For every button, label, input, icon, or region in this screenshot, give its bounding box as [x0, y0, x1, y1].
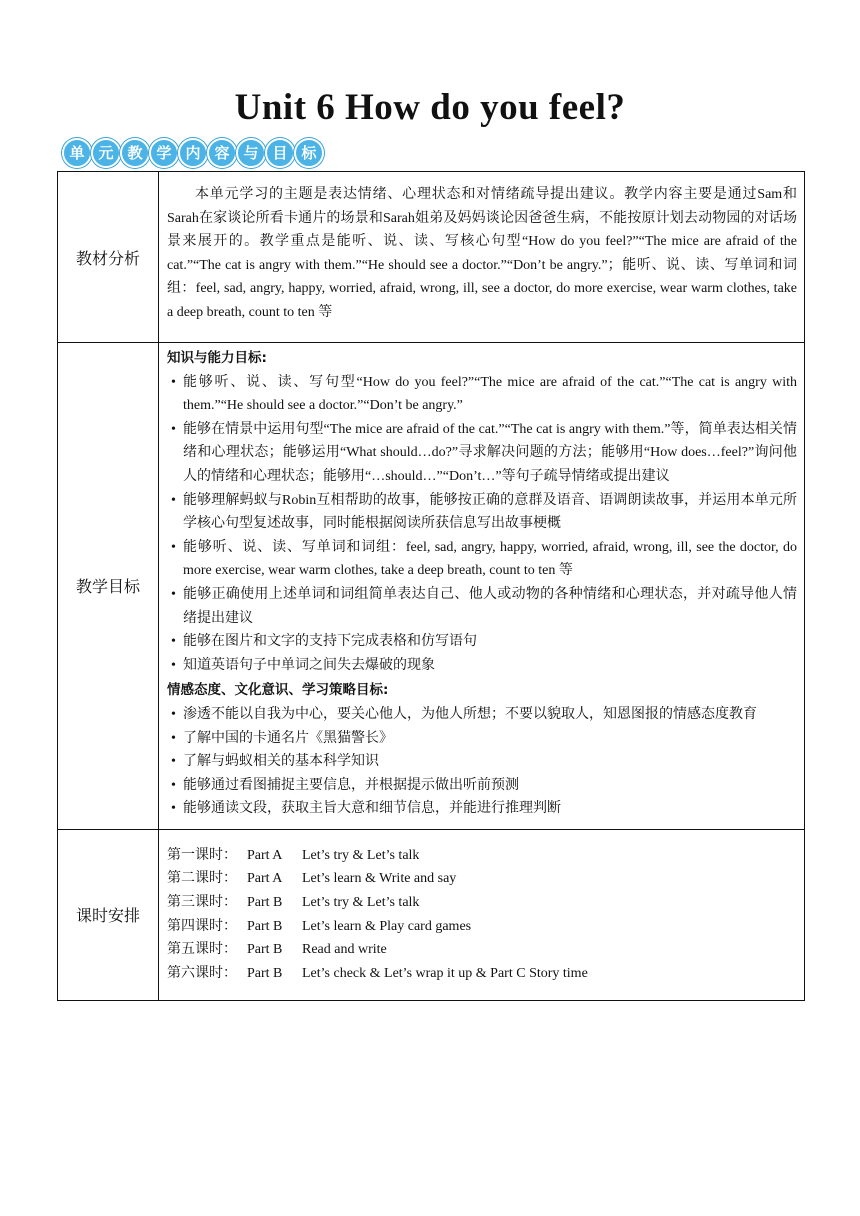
analysis-text: 本单元学习的主题是表达情绪、心理状态和对情绪疏导提出建议。教学内容主要是通过Sam和Sarah在家谈论所看卡通片的场景和Sarah姐弟及妈妈谈论因爸爸生病，不能按原计划去动物园的对话场景来展开的。教学重点是能听、说、读、写核心句型“How do you feel?”“The mice are afraid of the cat.”“The cat is angry with them.”“He should see a doctor.”“Don’t be angry.”；能听、说、读、写单词和词组：feel, sad, angry, happy, worried, afraid, wrong, ill, see a doctor, do more exercise, wear warm clothes, take a deep breath, count to ten 等	[167, 187, 797, 320]
badge-char: 单	[62, 138, 92, 168]
badge-char: 教	[120, 138, 150, 168]
badge-char: 学	[149, 138, 179, 168]
goal-item: • 能够在图片和文字的支持下完成表格和仿写语句	[167, 630, 797, 654]
analysis-row	[58, 172, 805, 343]
goal-item: • 能够听、说、读、写单词和词组：feel, sad, angry, happy, worried, afraid, wrong, ill, see the doctor, do more exercise, wear warm clothes, take a deep breath, count to ten 等	[167, 536, 797, 583]
lesson-number: 第一课时：	[167, 847, 237, 863]
knowledge-goals-heading: 知识与能力目标:	[167, 350, 267, 366]
goal-item: • 渗透不能以自我为中心，要关心他人，为他人所想；不要以貌取人，知恩图报的情感态度教育	[167, 703, 797, 727]
goals-cell	[159, 343, 805, 830]
analysis-cell	[159, 172, 805, 343]
lesson-content: Read and write	[302, 942, 387, 958]
lesson-number: 第三课时：	[167, 895, 237, 911]
goal-item: • 能够通读文段，获取主旨大意和细节信息，并能进行推理判断	[167, 797, 797, 821]
lesson-number: 第四课时：	[167, 918, 237, 934]
badge-char: 与	[236, 138, 266, 168]
lesson-content: Let’s try & Let’s talk	[302, 847, 420, 863]
badge-char: 容	[207, 138, 237, 168]
badge-char: 元	[91, 138, 121, 168]
goal-item: • 知道英语句子中单词之间失去爆破的现象	[167, 654, 797, 678]
goal-item: • 能够通过看图捕捉主要信息，并根据提示做出听前预测	[167, 774, 797, 798]
goal-item: • 能够正确使用上述单词和词组简单表达自己、他人或动物的各种情绪和心理状态，并对疏导他人情绪提出建议	[167, 583, 797, 630]
lesson-content: Let’s check & Let’s wrap it up & Part C Story time	[302, 965, 588, 981]
schedule-row	[58, 829, 805, 1000]
analysis-label: 教材分析	[58, 172, 159, 343]
schedule-label: 课时安排	[58, 829, 159, 1000]
lesson-number: 第二课时：	[167, 871, 237, 887]
goal-item: • 了解与蚂蚁相关的基本科学知识	[167, 750, 797, 774]
lesson-content: Let’s try & Let’s talk	[302, 895, 420, 911]
lesson-row	[167, 962, 797, 986]
lesson-row	[167, 891, 797, 915]
goals-label: 教学目标	[58, 343, 159, 830]
lesson-part: Part B	[247, 942, 283, 958]
schedule-cell	[159, 829, 805, 1000]
lesson-part: Part B	[247, 918, 283, 934]
lesson-content: Let’s learn & Play card games	[302, 918, 472, 934]
lesson-part: Part B	[247, 895, 283, 911]
lesson-row	[167, 938, 797, 962]
lesson-row	[167, 915, 797, 939]
lesson-row	[167, 844, 797, 868]
goal-item: • 能够在情景中运用句型“The mice are afraid of the cat.”“The cat is angry with them.”等，简单表达相关情绪和心理状态；能够运用“What should…do?”寻求解决问题的方法；能够用“How does…feel?”询问他人的情绪和心理状态；能够用“…should…”“Don’t…”等句子疏导情绪或提出建议	[167, 418, 797, 489]
goal-item: • 能够听、说、读、写句型“How do you feel?”“The mice are afraid of the cat.”“The cat is angry with them.”“He should see a doctor.”“Don’t be angry.”	[167, 371, 797, 418]
unit-plan-table	[57, 171, 805, 1001]
badge-char: 标	[294, 138, 324, 168]
lesson-part: Part A	[247, 847, 283, 863]
lesson-row	[167, 867, 797, 891]
page-title: Unit 6 How do you feel?	[234, 87, 626, 128]
lesson-content: Let’s learn & Write and say	[302, 871, 457, 887]
goal-item: • 能够理解蚂蚁与Robin互相帮助的故事，能够按正确的意群及语音、语调朗读故事，并运用本单元所学核心句型复述故事，同时能根据阅读所获信息写出故事梗概	[167, 489, 797, 536]
badge-char: 内	[178, 138, 208, 168]
lesson-part: Part B	[247, 965, 283, 981]
lesson-part: Part A	[247, 871, 283, 887]
goal-item: • 了解中国的卡通名片《黑猫警长》	[167, 727, 797, 751]
attitude-goals-heading: 情感态度、文化意识、学习策略目标:	[167, 682, 389, 699]
goals-row	[58, 343, 805, 830]
lesson-number: 第五课时：	[167, 942, 237, 958]
badge-char: 目	[265, 138, 295, 168]
section-badge	[62, 138, 323, 168]
lesson-number: 第六课时：	[167, 965, 237, 981]
